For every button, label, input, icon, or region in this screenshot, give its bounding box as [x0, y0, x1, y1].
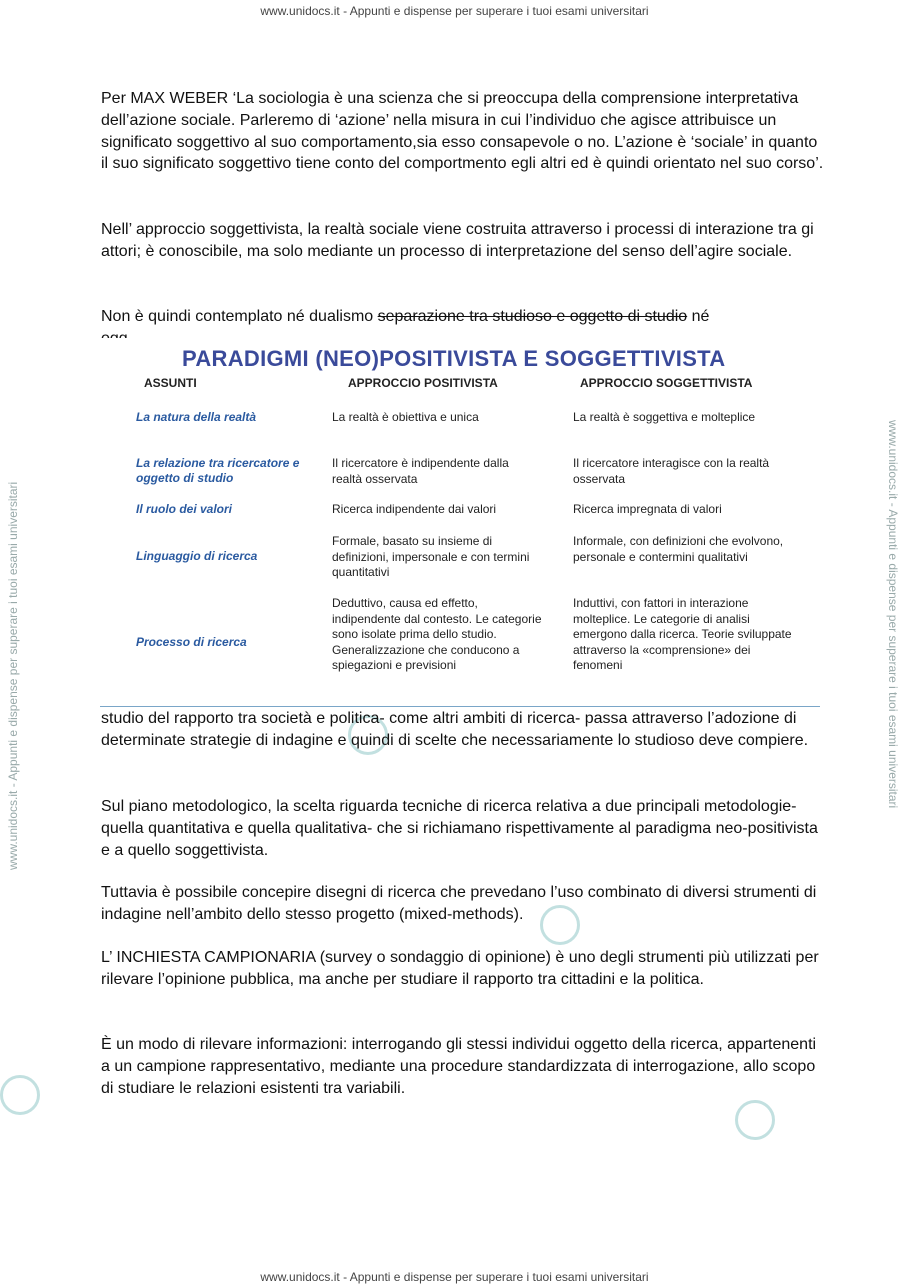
paragraph-studio-rapporto: studio del rapporto tra società e politica- come altri ambiti di ricerca- passa attraverso l’adozione di determinate strategie di indagine e quindi di scelte che necessariamente lo studioso deve compiere.: [101, 710, 809, 749]
paragraph-piano-metodologico: Sul piano metodologico, la scelta riguarda tecniche di ricerca relativa a due principali metodologie- quella quantitativa e quella qualitativa- che si richiamano rispettivamente al paradigma neo-positivista e a quello soggettivista.: [101, 798, 818, 859]
table-cell-positivista: Il ricercatore è indipendente dalla realtà osservata: [332, 456, 509, 486]
table-row-label: Processo di ricerca: [136, 635, 247, 649]
table-row-label: La natura della realtà: [136, 410, 257, 424]
table-header-soggettivista: APPROCCIO SOGGETTIVISTA: [580, 376, 753, 390]
paragraph-weber: Per MAX WEBER ‘La sociologia è una scienza che si preoccupa della comprensione interpretativa dell’azione sociale. Parleremo di ‘azione’ nella misura in cui l’individuo che agisce attribuisce un significato soggettivo al suo comportamento,sia esso consapevole o no. L’azione è ‘sociale’ in quanto il suo significato soggettivo tiene conto del comportmento egli altri ed è quindi orientato nel suo corso’.: [101, 90, 824, 173]
unidocs-logo-icon: [735, 1100, 775, 1140]
watermark-side-left: www.unidocs.it - Appunti e dispense per superare i tuoi esami universitari: [6, 481, 20, 870]
table-cell-soggettivista: Informale, con definizioni che evolvono, personale e contermini qualitativi: [573, 534, 784, 564]
watermark-side-right: www.unidocs.it - Appunti e dispense per superare i tuoi esami universitari: [886, 420, 900, 809]
strikethrough-text: separazione tra studioso e oggetto di studio: [377, 308, 688, 325]
paragraph-mixed-methods: Tuttavia è possibile concepire disegni di ricerca che prevedano l’uso combinato di diversi strumenti di indagine nell’ambito dello stesso progetto (mixed-methods).: [101, 884, 817, 923]
table-header-positivista: APPROCCIO POSITIVISTA: [348, 376, 498, 390]
unidocs-logo-icon: [0, 1075, 40, 1115]
paragraph-rilevare: È un modo di rilevare informazioni: interrogando gli stessi individui oggetto della ricerca, appartenenti a un campione rappresentativo, mediante una procedure standardizzata di interrogazione, allo scopo di studiare le relazioni esistenti tra variabili.: [101, 1036, 817, 1097]
table-title: PARADIGMI (NEO)POSITIVISTA E SOGGETTIVISTA: [182, 346, 726, 371]
paragraph-inchiesta: L’ INCHIESTA CAMPIONARIA (survey o sondaggio di opinione) è uno degli strumenti più utilizzati per rilevare l’opinione pubblica, ma anche per studiare il rapporto tra cittadini e la politica.: [101, 949, 819, 988]
paradigmi-table: [100, 338, 820, 707]
table-cell-positivista: Deduttivo, causa ed effetto, indipendente dal contesto. Le categorie sono isolate prima dello studio. Generalizzazione che conducono a spiegazioni e previsioni: [332, 596, 542, 672]
table-cell-soggettivista: Induttivi, con fattori in interazione molteplice. Le categorie di analisi emergono dalla ricerca. Teorie sviluppate attraverso la «comprensione» dei fenomeni: [573, 596, 792, 672]
table-row-label: Linguaggio di ricerca: [136, 549, 258, 563]
paragraph-dualismo: [101, 306, 826, 328]
table-cell-positivista: Ricerca indipendente dai valori: [332, 502, 497, 516]
table-cell-soggettivista: La realtà è soggettiva e molteplice: [573, 410, 756, 424]
watermark-header: www.unidocs.it - Appunti e dispense per superare i tuoi esami universitari: [260, 4, 649, 18]
table-row-label: Il ruolo dei valori: [136, 502, 233, 516]
table-cell-soggettivista: Ricerca impregnata di valori: [573, 502, 722, 516]
table-row-label: La relazione tra ricercatore e oggetto di studio: [136, 456, 300, 485]
dualismo-text: Non è quindi contemplato né dualismo: [101, 308, 378, 325]
watermark-footer: www.unidocs.it - Appunti e dispense per superare i tuoi esami universitari: [260, 1270, 649, 1284]
table-cell-soggettivista: Il ricercatore interagisce con la realtà osservata: [573, 456, 770, 486]
table-cell-positivista: La realtà è obiettiva e unica: [332, 410, 479, 424]
paragraph-soggettivista: Nell’ approccio soggettivista, la realtà sociale viene costruita attraverso i processi di interazione tra gi attori; è conoscibile, ma solo mediante un processo di interpretazione del senso dell’agire sociale.: [101, 221, 814, 260]
table-cell-positivista: Formale, basato su insieme di definizioni, impersonale e con termini quantitativi: [332, 534, 530, 579]
dualismo-text-end: né: [687, 308, 710, 325]
table-header-assunti: ASSUNTI: [144, 376, 197, 390]
